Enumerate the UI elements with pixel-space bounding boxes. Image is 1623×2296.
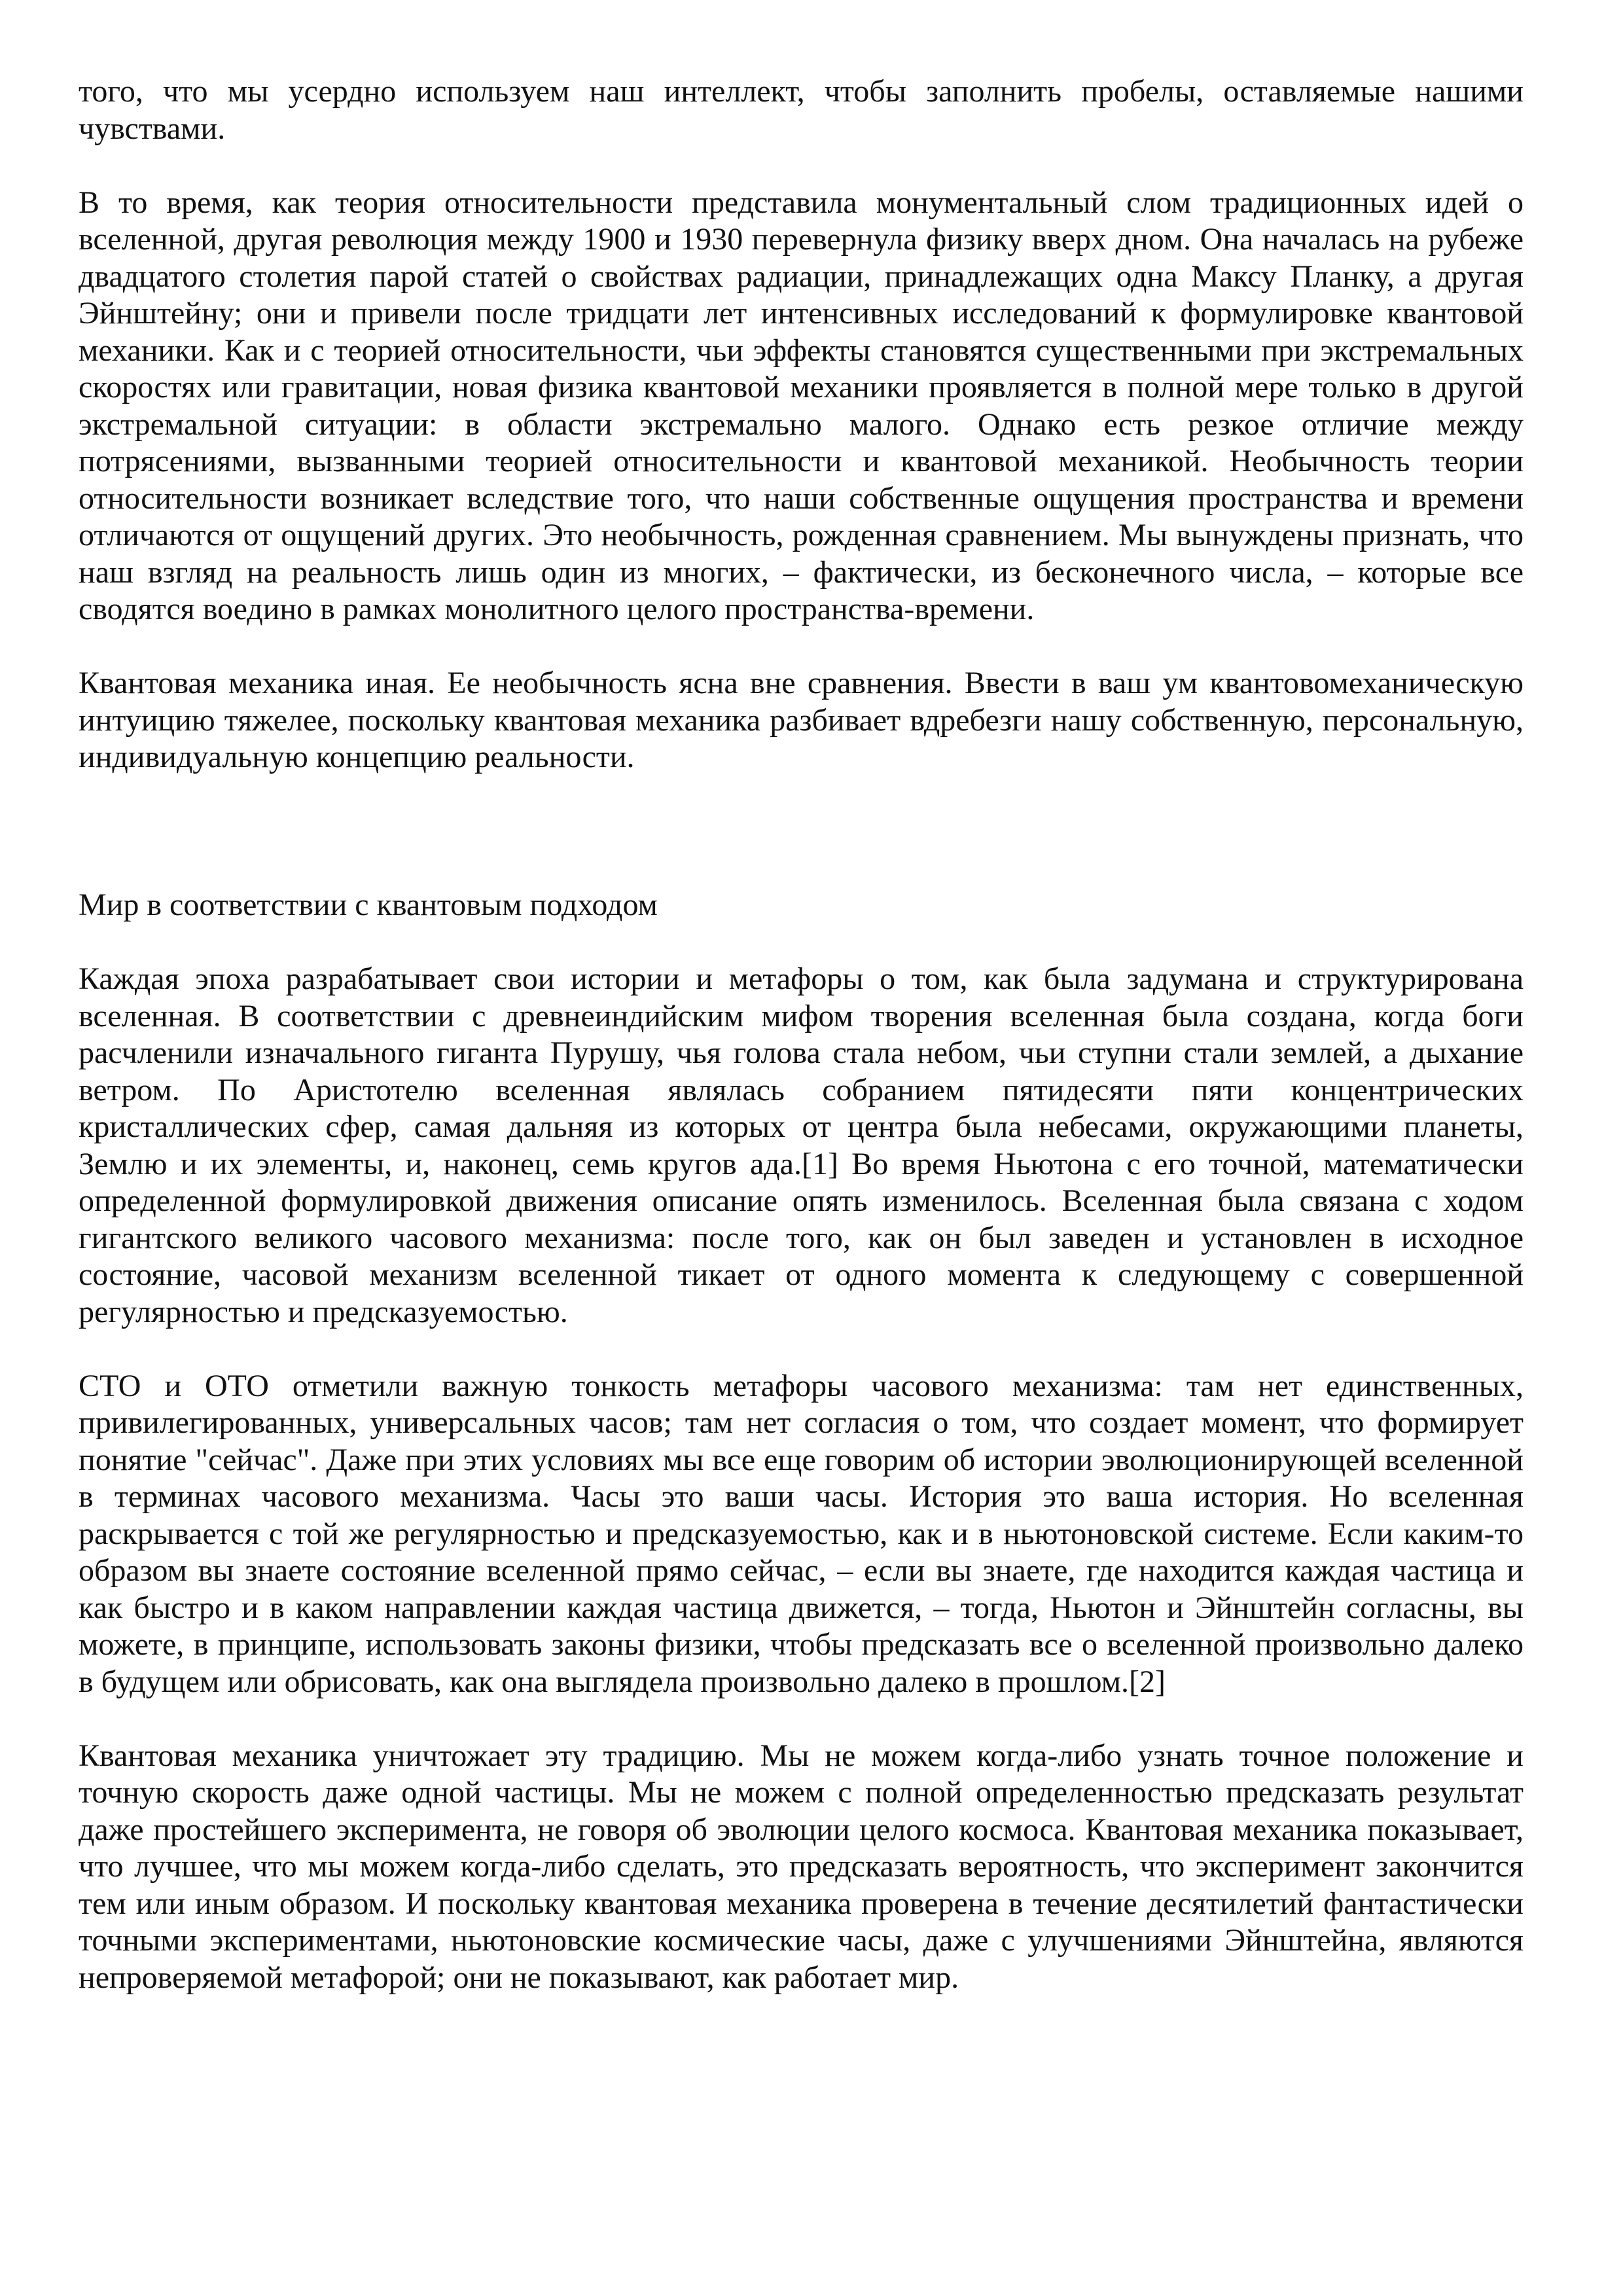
- paragraph-quantum-revolution: В то время, как теория относительности представила монументальный слом традиционных идей о вселенной, другая революция между 1900 и 1930 перевернула физику вверх дном. Она началась на рубеже двадцатого столетия парой статей о свойствах радиации, принадлежащих одна Максу Планку, а другая Эйнштейну; они и привели после тридцати лет интенсивных исследований к формулировке квантовой механики. Как и с теорией относительности, чьи эффекты становятся существенными при экстремальных скоростях или гравитации, новая физика квантовой механики проявляется в полной мере только в другой экстремальной ситуации: в области экстремально малого. Однако есть резкое отличие между потрясениями, вызванными теорией относительности и квантовой механикой. Необычность теории относительности возникает вследствие того, что наши собственные ощущения пространства и времени отличаются от ощущений других. Это необычность, рожденная сравнением. Мы вынуждены признать, что наш взгляд на реальность лишь один из многих, – фактически, из бесконечного числа, – которые все сводятся воедино в рамках монолитного целого пространства-времени.: [79, 185, 1524, 626]
- paragraph-quantum-destroys-tradition: Квантовая механика уничтожает эту традицию. Мы не можем когда-либо узнать точное положение и точную скорость даже одной частицы. Мы не можем с полной определенностью предсказать результат даже простейшего эксперимента, не говоря об эволюции целого космоса. Квантовая механика показывает, что лучшее, что мы можем когда-либо сделать, это предсказать вероятность, что эксперимент закончится тем или иным образом. И поскольку квантовая механика проверена в течение десятилетий фантастически точными экспериментами, ньютоновские космические часы, даже с улучшениями Эйнштейна, являются непроверяемой метафорой; они не показывают, как работает мир.: [79, 1738, 1524, 1995]
- section-spacer: [79, 813, 1524, 887]
- paragraph-intellect-senses: того, что мы усердно используем наш интеллект, чтобы заполнить пробелы, оставляемые нашими чувствами.: [79, 74, 1524, 146]
- paragraph-quantum-different: Квантовая механика иная. Ее необычность ясна вне сравнения. Ввести в ваш ум квантовомеханическую интуицию тяжелее, поскольку квантовая механика разбивает вдребезги нашу собственную, персональную, индивидуальную концепцию реальности.: [79, 666, 1524, 774]
- paragraph-epoch-metaphors: Каждая эпоха разрабатывает свои истории и метафоры о том, как была задумана и структурирована вселенная. В соответствии с древнеиндийским мифом творения вселенная была создана, когда боги расчленили изначального гиганта Пурушу, чья голова стала небом, чьи ступни стали землей, а дыхание ветром. По Аристотелю вселенная являлась собранием пятидесяти пяти концентрических кристаллических сфер, самая дальняя из которых от центра была небесами, окружающими планеты, Землю и их элементы, и, наконец, семь кругов ада.[1] Во время Ньютона с его точной, математически определенной формулировкой движения описание опять изменилось. Вселенная была связана с ходом гигантского великого часового механизма: после того, как он был заведен и установлен в исходное состояние, часовой механизм вселенной тикает от одного момента к следующему с совершенной регулярностью и предсказуемостью.: [79, 961, 1524, 1329]
- document-page: [79, 73, 1524, 2034]
- paragraph-clockwork: СТО и ОТО отметили важную тонкость метафоры часового механизма: там нет единственных, привилегированных, универсальных часов; там нет согласия о том, что создает момент, что формирует понятие "сейчас". Даже при этих условиях мы все еще говорим об истории эволюционирующей вселенной в терминах часового механизма. Часы это ваши часы. История это ваша история. Но вселенная раскрывается с той же регулярностью и предсказуемостью, как и в ньютоновской системе. Если каким-то образом вы знаете состояние вселенной прямо сейчас, – если вы знаете, где находится каждая частица и как быстро и в каком направлении каждая частица движется, – тогда, Ньютон и Эйнштейн согласны, вы можете, в принципе, использовать законы физики, чтобы предсказать все о вселенной произвольно далеко в будущем или обрисовать, как она выглядела произвольно далеко в прошлом.[2]: [79, 1368, 1524, 1699]
- section-heading: Мир в соответствии с квантовым подходом: [79, 888, 658, 922]
